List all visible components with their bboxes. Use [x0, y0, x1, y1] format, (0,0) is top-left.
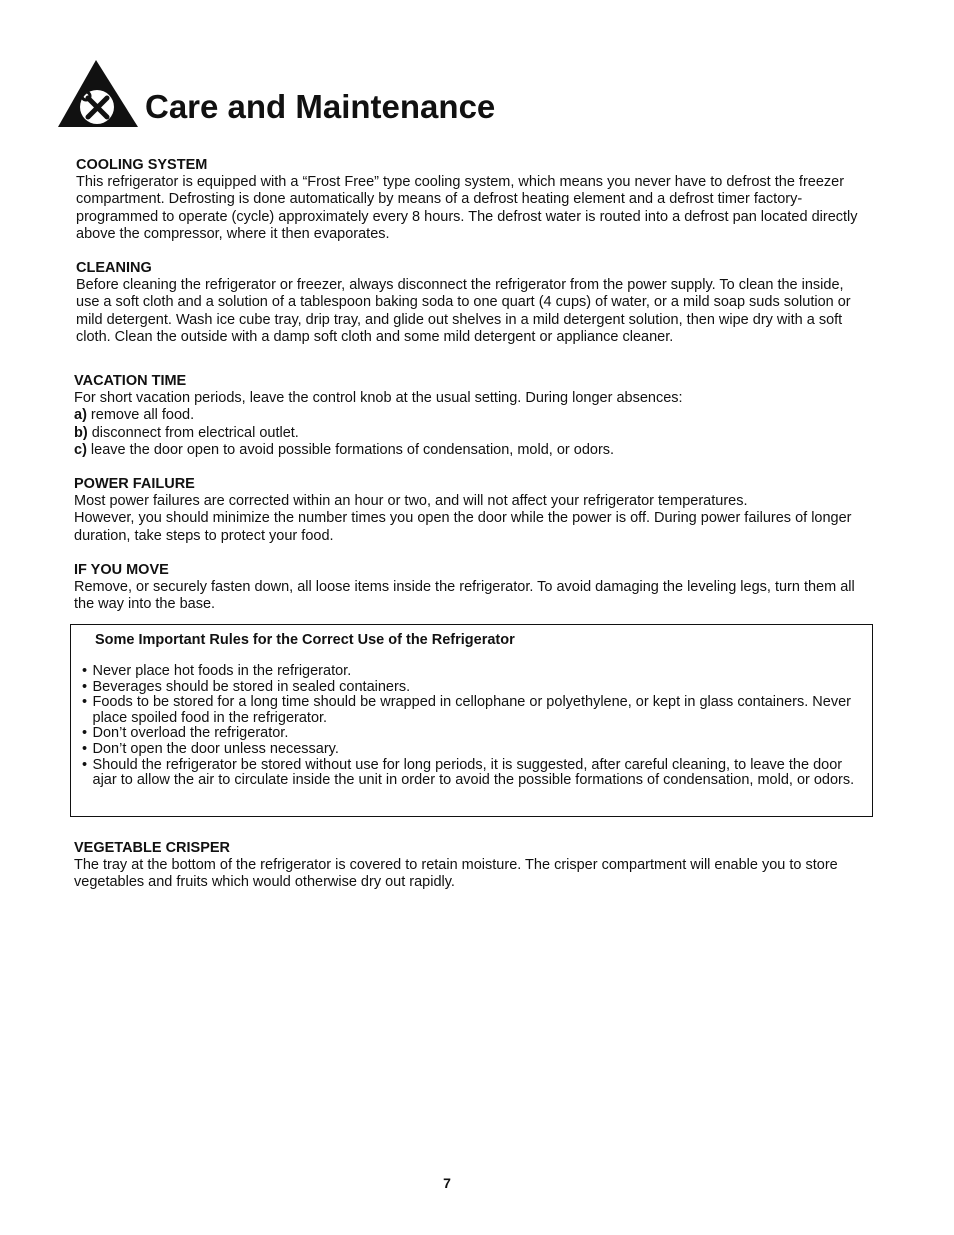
vacation-time-section [74, 373, 874, 459]
vacation-item [74, 442, 874, 459]
if-you-move-heading: IF YOU MOVE [74, 562, 169, 578]
cleaning-text: Before cleaning the refrigerator or freezer, always disconnect the refrigerator from the power supply. To clean the inside, use a soft cloth and a solution of a tablespoon baking soda to one quart (4 cups) of water, or a mild soap suds solution or mild detergent. Wash ice cube tray, drip tray, and glide out shelves in a mild detergent solution, then wipe dry with a soft cloth. Clean the outside with a damp soft cloth and some mild detergent or appliance cleaner. [76, 277, 851, 345]
bullet: • [82, 740, 88, 757]
rule-text: Never place hot foods in the refrigerator. [92, 663, 352, 679]
vacation-item-marker: a) [74, 407, 87, 424]
rule-item [82, 680, 870, 696]
vacation-item-text: disconnect from electrical outlet. [87, 424, 299, 441]
cooling-system-text: This refrigerator is equipped with a “Frost Free” type cooling system, which means you never have to defrost the freezer compartment. Defrosting is done automatically by means of a defrost heating element and a defrost timer factory-programmed to operate (cycle) approximately every 8 hours. The defrost water is routed into a defrost pan located directly above the compressor, where it then evaporates. [76, 174, 858, 242]
rule-item [82, 664, 870, 680]
bullet: • [82, 663, 88, 679]
vacation-item [74, 407, 874, 424]
cooling-system-heading: COOLING SYSTEM [76, 157, 208, 173]
bullet: • [82, 678, 88, 695]
rule-item [82, 695, 870, 726]
cleaning-section [76, 260, 866, 346]
important-rules-heading: Some Important Rules for the Correct Use of the Refrigerator [95, 632, 515, 648]
vacation-item-marker: b) [74, 424, 88, 441]
rule-text: Beverages should be stored in sealed containers. [92, 678, 411, 695]
tools-warning-icon [57, 60, 139, 128]
vacation-time-heading: VACATION TIME [74, 373, 187, 389]
vegetable-crisper-text: The tray at the bottom of the refrigerator is covered to retain moisture. The crisper compartment will enable you to store vegetables and fruits which would otherwise dry out rapidly. [74, 857, 838, 891]
rule-text: Don’t open the door unless necessary. [92, 740, 339, 757]
rule-item [82, 742, 870, 758]
important-rules-list [82, 664, 870, 789]
rule-item [82, 758, 870, 789]
bullet: • [82, 725, 88, 742]
vacation-item-text: leave the door open to avoid possible formations of condensation, mold, or odors. [86, 441, 615, 458]
cleaning-heading: CLEANING [76, 260, 152, 276]
vacation-item-marker: c) [74, 441, 87, 458]
vegetable-crisper-heading: VEGETABLE CRISPER [74, 840, 231, 856]
rule-text: Foods to be stored for a long time should be wrapped in cellophane or polyethylene, or kept in glass containers. Never place spoiled food in the refrigerator. [92, 694, 851, 726]
power-failure-heading: POWER FAILURE [74, 476, 195, 492]
rule-text: Don’t overload the refrigerator. [92, 725, 289, 742]
rule-text: Should the refrigerator be stored without use for long periods, it is suggested, after careful cleaning, to leave the door ajar to allow the air to circulate inside the unit in order to avoid the possible formations of condensation, mold, or odors. [92, 756, 855, 789]
power-failure-text-2: However, you should minimize the number times you open the door while the power is off. During power failures of longer duration, take steps to protect your food. [74, 510, 852, 544]
power-failure-section [74, 476, 879, 545]
power-failure-text-1: Most power failures are corrected within an hour or two, and will not affect your refrigerator temperatures. [74, 493, 748, 510]
rule-item [82, 726, 870, 742]
page-title: Care and Maintenance [145, 88, 496, 125]
vacation-time-intro: For short vacation periods, leave the control knob at the usual setting. During longer absences: [74, 390, 683, 407]
vacation-item [74, 425, 874, 442]
cooling-system-section [76, 157, 876, 243]
if-you-move-text: Remove, or securely fasten down, all loose items inside the refrigerator. To avoid damaging the leveling legs, turn them all the way into the base. [74, 579, 855, 613]
bullet: • [82, 694, 88, 711]
vacation-item-text: remove all food. [86, 407, 195, 424]
vegetable-crisper-section [74, 840, 874, 892]
page-number: 7 [443, 1175, 451, 1191]
bullet: • [82, 756, 88, 773]
important-rules-box [70, 624, 873, 817]
if-you-move-section [74, 562, 874, 614]
